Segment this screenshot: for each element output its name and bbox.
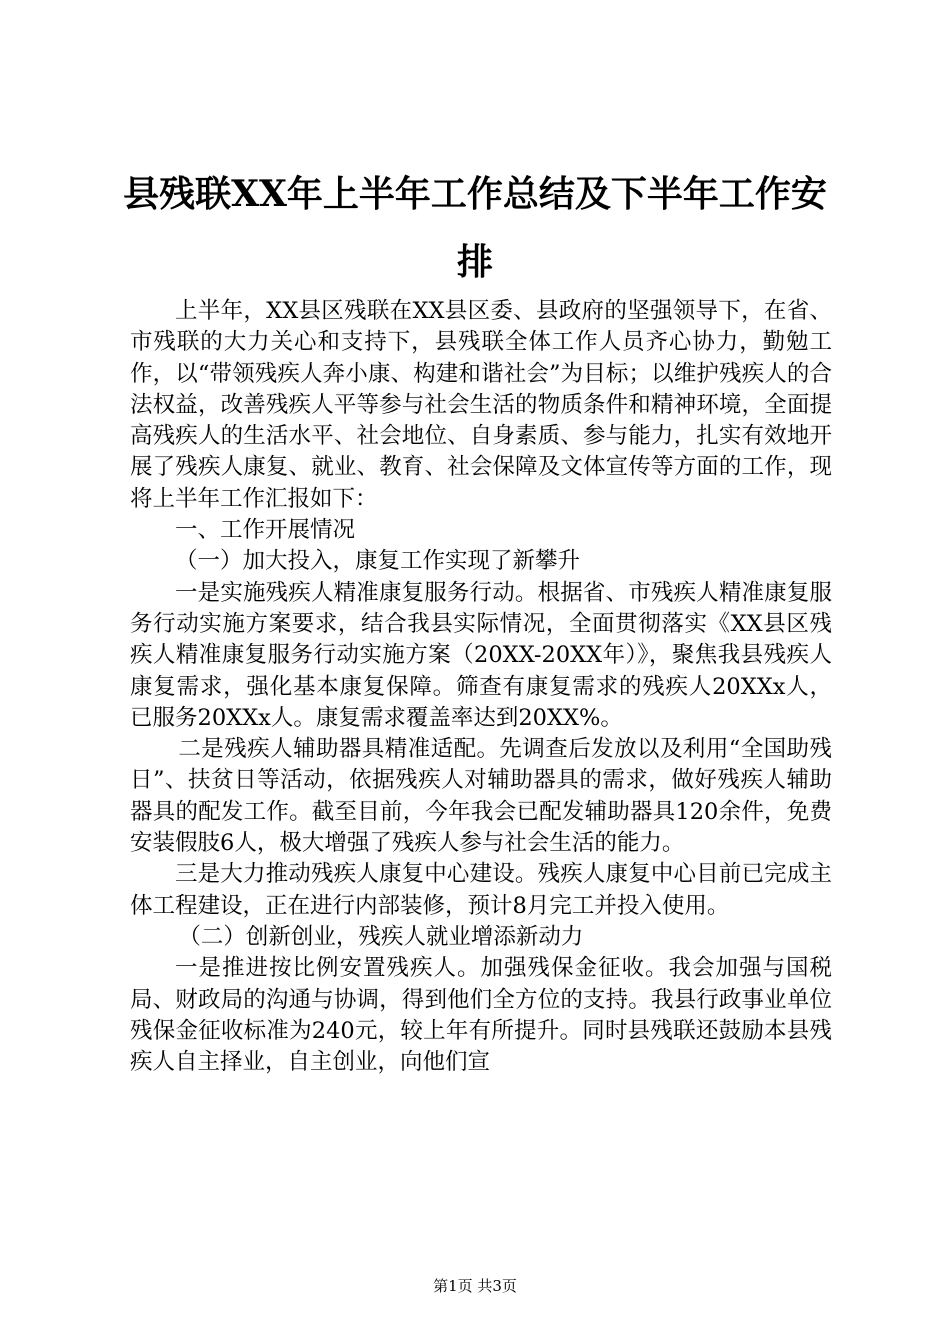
- document-body: [130, 296, 832, 1078]
- document-title: 县残联XX年上半年工作总结及下半年工作安排: [123, 173, 827, 283]
- section-heading: 一、工作开展情况: [175, 517, 356, 544]
- subsection-heading: （二）创新创业，残疾人就业增添新动力: [178, 923, 584, 950]
- paragraph: 三是大力推动残疾人康复中心建设。残疾人康复中心目前已完成主体工程建设，正在进行内部装修，预计8月完工并投入使用。: [130, 861, 832, 919]
- subsection-heading: （一）加大投入，康复工作实现了新攀升: [175, 548, 581, 575]
- paragraph: 二是残疾人辅助器具精准适配。先调查后发放以及利用“全国助残日”、扶贫日等活动，依据残疾人对辅助器具的需求，做好残疾人辅助器具的配发工作。截至目前，今年我会已配发辅助器具120余件，免费安装假肢6人，极大增强了残疾人参与社会生活的能力。: [130, 736, 832, 857]
- page-footer: 第1页 共3页: [433, 1277, 517, 1295]
- paragraph: 一是实施残疾人精准康复服务行动。根据省、市残疾人精准康复服务行动实施方案要求，结合我县实际情况，全面贯彻落实《XX县区残疾人精准康复服务行动实施方案（20XX-20XX年）》，聚焦我县残疾人康复需求，强化基本康复保障。筛查有康复需求的残疾人20XXx人，已服务20XXx人。康复需求覆盖率达到20XX%。: [130, 579, 832, 731]
- paragraph: 一是推进按比例安置残疾人。加强残保金征收。我会加强与国税局、财政局的沟通与协调，得到他们全方位的支持。我县行政事业单位残保金征收标准为240元，较上年有所提升。同时县残联还鼓励本县残疾人自主择业，自主创业，向他们宣: [130, 955, 832, 1076]
- paragraph-intro: 上半年，XX县区残联在XX县区委、县政府的坚强领导下，在省、市残联的大力关心和支持下，县残联全体工作人员齐心协力，勤勉工作，以“带领残疾人奔小康、构建和谐社会”为目标；以维护残疾人的合法权益，改善残疾人平等参与社会生活的物质条件和精神环境，全面提高残疾人的生活水平、社会地位、自身素质、参与能力，扎实有效地开展了残疾人康复、就业、教育、社会保障及文体宣传等方面的工作，现将上半年工作汇报如下：: [130, 298, 832, 512]
